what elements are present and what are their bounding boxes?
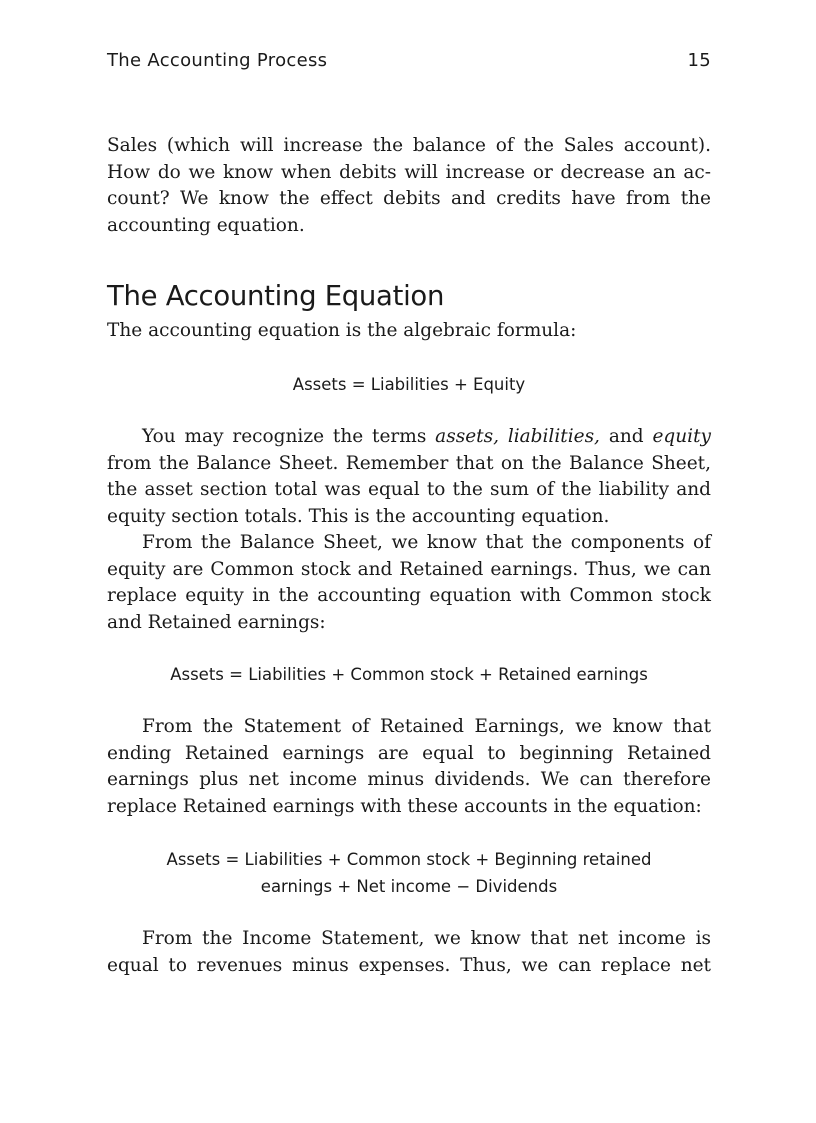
text-run: You may recognize the terms xyxy=(142,426,436,447)
equation-line: Assets = Liabilities + Common stock + Retained earnings xyxy=(170,665,648,684)
equation-basic xyxy=(107,372,711,399)
text-line: equity section totals. This is the accounting equation. xyxy=(107,505,610,527)
section-heading: The Accounting Equation xyxy=(107,280,445,312)
equation-expanded xyxy=(107,847,711,900)
text-line: equal to revenues minus expenses. Thus, we can replace net xyxy=(107,954,711,976)
text-line: From the Balance Sheet, we know that the components of xyxy=(142,532,711,553)
paragraph-retained-earnings xyxy=(107,714,711,820)
text-line: earnings plus net income minus dividends. We can therefore xyxy=(107,769,711,790)
equation-retained xyxy=(107,662,711,689)
term-equity: equity xyxy=(652,426,711,447)
text-line: ending Retained earnings are equal to beginning Retained xyxy=(107,742,711,764)
text-line: accounting equation. xyxy=(107,214,305,236)
text-run: and xyxy=(608,426,644,447)
equation-line: Assets = Liabilities + Equity xyxy=(292,375,526,394)
text-line xyxy=(107,424,711,451)
paragraph-terms xyxy=(107,424,711,530)
equation-line: Assets = Liabilities + Common stock + Beginning retained xyxy=(166,850,652,869)
term-liabilities: liabilities, xyxy=(507,426,600,447)
text-line: From the Income Statement, we know that net income is xyxy=(142,928,711,949)
paragraph-income-statement xyxy=(107,926,711,979)
text-line: replace Retained earnings with these accounts in the equation: xyxy=(107,795,702,817)
term-assets: assets, xyxy=(435,426,499,447)
page-number: 15 xyxy=(687,50,711,71)
text-line: The accounting equation is the algebraic formula: xyxy=(107,320,577,341)
text-line: Sales (which will increase the balance of the Sales account). xyxy=(107,135,711,156)
text-line: and Retained earnings: xyxy=(107,611,326,633)
paragraph-balance-sheet xyxy=(107,530,711,636)
text-line: From the Statement of Retained Earnings, we know that xyxy=(142,716,711,737)
text-line: from the Balance Sheet. Remember that on the Balance Sheet, xyxy=(107,452,711,474)
text-line: replace equity in the accounting equation with Common stock xyxy=(107,585,711,606)
text-line: the asset section total was equal to the sum of the liability and xyxy=(107,479,711,500)
text-line: equity are Common stock and Retained earnings. Thus, we can xyxy=(107,558,711,580)
text-line: How do we know when debits will increase or decrease an ac- xyxy=(107,161,711,183)
text-line: count? We know the effect debits and credits have from the xyxy=(107,188,711,209)
section-lead xyxy=(107,318,711,345)
intro-paragraph xyxy=(107,133,711,239)
running-title: The Accounting Process xyxy=(107,50,328,71)
running-head xyxy=(107,50,711,71)
equation-line: earnings + Net income − Dividends xyxy=(260,876,558,896)
